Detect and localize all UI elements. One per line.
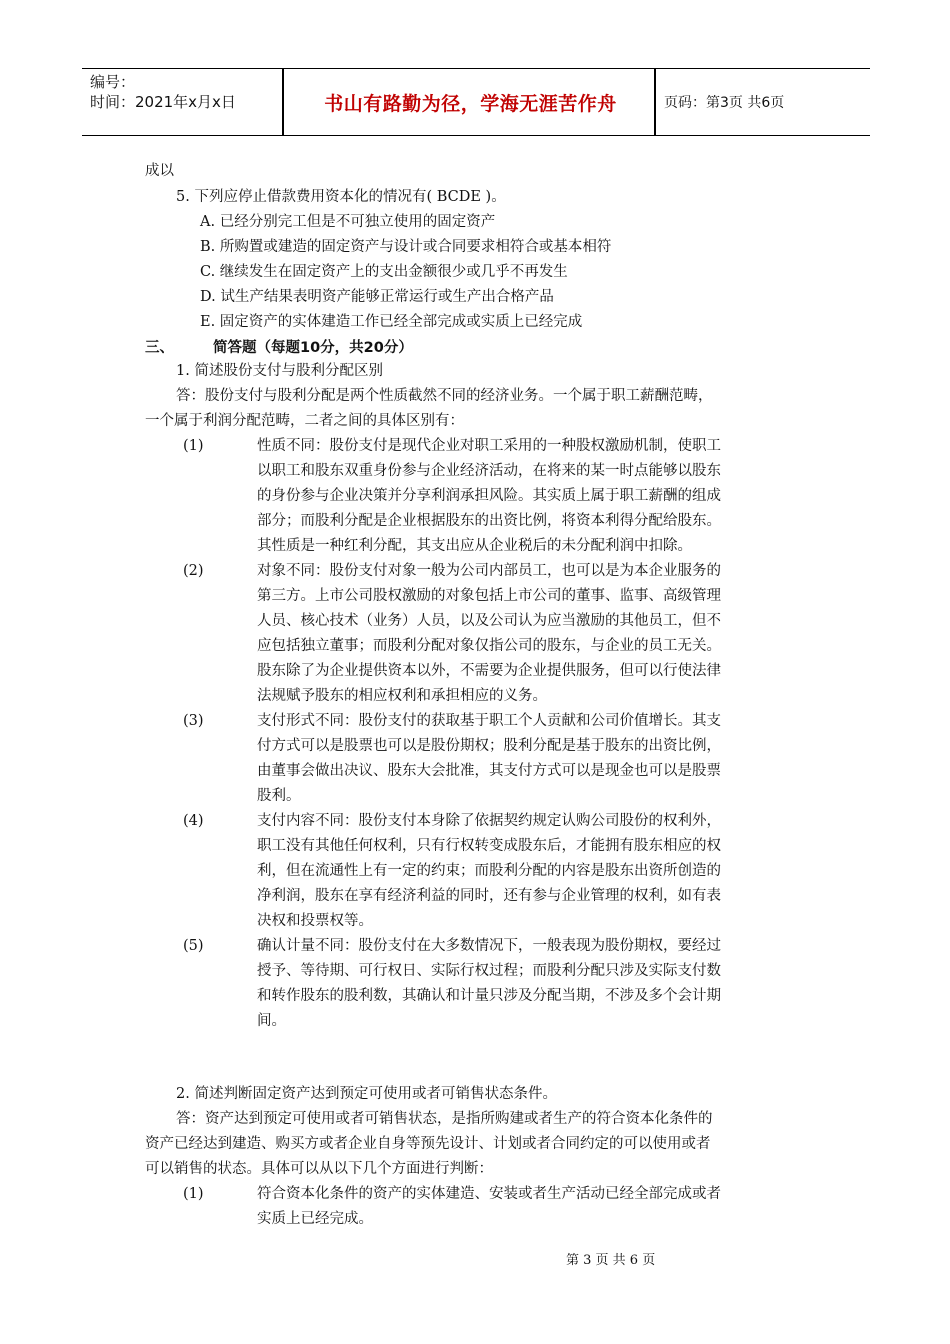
item-line: 性质不同：股份支付是现代企业对职工采用的一种股权激励机制，使职工: [257, 438, 721, 454]
item-line: 人员、核心技术（业务）人员，以及公司认为应当激励的其他员工，但不: [257, 613, 721, 629]
item-line: 应包括独立董事；而股利分配对象仅指公司的股东，与企业的员工无关。: [257, 638, 721, 654]
item-line: 确认计量不同：股份支付在大多数情况下，一般表现为股份期权，要经过: [257, 938, 721, 954]
header-page-info: 页码：第3页 共6页: [664, 95, 785, 111]
item-line: 支付内容不同：股份支付本身除了依据契约规定认购公司股份的权利外，: [257, 813, 721, 829]
page-header: [82, 68, 870, 136]
item-line: 和转作股东的股利数，其确认和计量只涉及分配当期，不涉及多个会计期: [257, 988, 721, 1004]
answer-line: 答：股份支付与股利分配是两个性质截然不同的经济业务。一个属于职工薪酬范畴，: [176, 388, 713, 404]
item-line: 的身份参与企业决策并分享利润承担风险。其实质上属于职工薪酬的组成: [257, 488, 721, 504]
header-divider: [282, 69, 284, 135]
document-number-label: 编号：: [90, 73, 136, 91]
answer-line: 可以销售的状态。具体可以从以下几个方面进行判断：: [145, 1161, 493, 1177]
question-1-title: 1. 简述股份支付与股利分配区别: [176, 363, 383, 379]
item-line: 职工没有其他任何权利，只有行权转变成股东后，才能拥有股东相应的权: [257, 838, 721, 854]
question-5-option: B. 所购置或建造的固定资产与设计或合同要求相符合或基本相符: [200, 239, 612, 255]
item-line: 利，但在流通性上有一定的约束；而股利分配的内容是股东出资所创造的: [257, 863, 721, 879]
item-number: (3): [183, 713, 204, 729]
item-line: 支付形式不同：股份支付的获取基于职工个人贡献和公司价值增长。其支: [257, 713, 721, 729]
question-2-title: 2. 简述判断固定资产达到预定可使用或者可销售状态条件。: [176, 1086, 557, 1102]
intro-line: 成以: [145, 163, 174, 179]
document-time-label: 时间：2021年x月x日: [90, 93, 236, 111]
item-number: (2): [183, 563, 204, 579]
item-number: (1): [183, 438, 204, 454]
page-footer: 第 3 页 共 6 页: [566, 1253, 656, 1268]
item-line: 以职工和股东双重身份参与企业经济活动，在将来的某一时点能够以股东: [257, 463, 721, 479]
header-meta: [90, 72, 236, 112]
answer-line: 一个属于利润分配范畴，二者之间的具体区别有：: [145, 413, 464, 429]
item-line: 对象不同：股份支付对象一般为公司内部员工，也可以是为本企业服务的: [257, 563, 721, 579]
section-title: 简答题（每题10分，共20分）: [213, 340, 413, 356]
question-5-option: E. 固定资产的实体建造工作已经全部完成或实质上已经完成: [200, 314, 583, 330]
question-5-option: D. 试生产结果表明资产能够正常运行或生产出合格产品: [200, 289, 554, 305]
item-line: 决权和投票权等。: [257, 913, 373, 929]
item-line: 付方式可以是股票也可以是股份期权；股利分配是基于股东的出资比例，: [257, 738, 721, 754]
item-line: 部分；而股利分配是企业根据股东的出资比例，将资本利得分配给股东。: [257, 513, 721, 529]
item-line: 其性质是一种红利分配，其支出应从企业税后的未分配利润中扣除。: [257, 538, 692, 554]
header-divider: [654, 69, 656, 135]
question-5-option: C. 继续发生在固定资产上的支出金额很少或几乎不再发生: [200, 264, 568, 280]
item-line: 实质上已经完成。: [257, 1211, 373, 1227]
question-5-title: 5. 下列应停止借款费用资本化的情况有( BCDE )。: [176, 189, 506, 205]
item-number: (4): [183, 813, 204, 829]
item-number: (1): [183, 1186, 204, 1202]
item-line: 净利润，股东在享有经济利益的同时，还有参与企业管理的权利，如有表: [257, 888, 721, 904]
header-motto: 书山有路勤为径，学海无涯苦作舟: [324, 92, 617, 115]
item-line: 授予、等待期、可行权日、实际行权过程；而股利分配只涉及实际支付数: [257, 963, 721, 979]
item-line: 法规赋予股东的相应权利和承担相应的义务。: [257, 688, 547, 704]
answer-line: 答：资产达到预定可使用或者可销售状态，是指所购建或者生产的符合资本化条件的: [176, 1111, 713, 1127]
item-line: 间。: [257, 1013, 286, 1029]
question-5-option: A. 已经分别完工但是不可独立使用的固定资产: [200, 214, 496, 230]
item-line: 第三方。上市公司股权激励的对象包括上市公司的董事、监事、高级管理: [257, 588, 721, 604]
item-line: 股利。: [257, 788, 301, 804]
section-number: 三、: [145, 340, 174, 356]
item-line: 符合资本化条件的资产的实体建造、安装或者生产活动已经全部完成或者: [257, 1186, 721, 1202]
answer-line: 资产已经达到建造、购买方或者企业自身等预先设计、计划或者合同约定的可以使用或者: [145, 1136, 711, 1152]
item-line: 股东除了为企业提供资本以外，不需要为企业提供服务，但可以行使法律: [257, 663, 721, 679]
item-line: 由董事会做出决议、股东大会批准，其支付方式可以是现金也可以是股票: [257, 763, 721, 779]
item-number: (5): [183, 938, 204, 954]
